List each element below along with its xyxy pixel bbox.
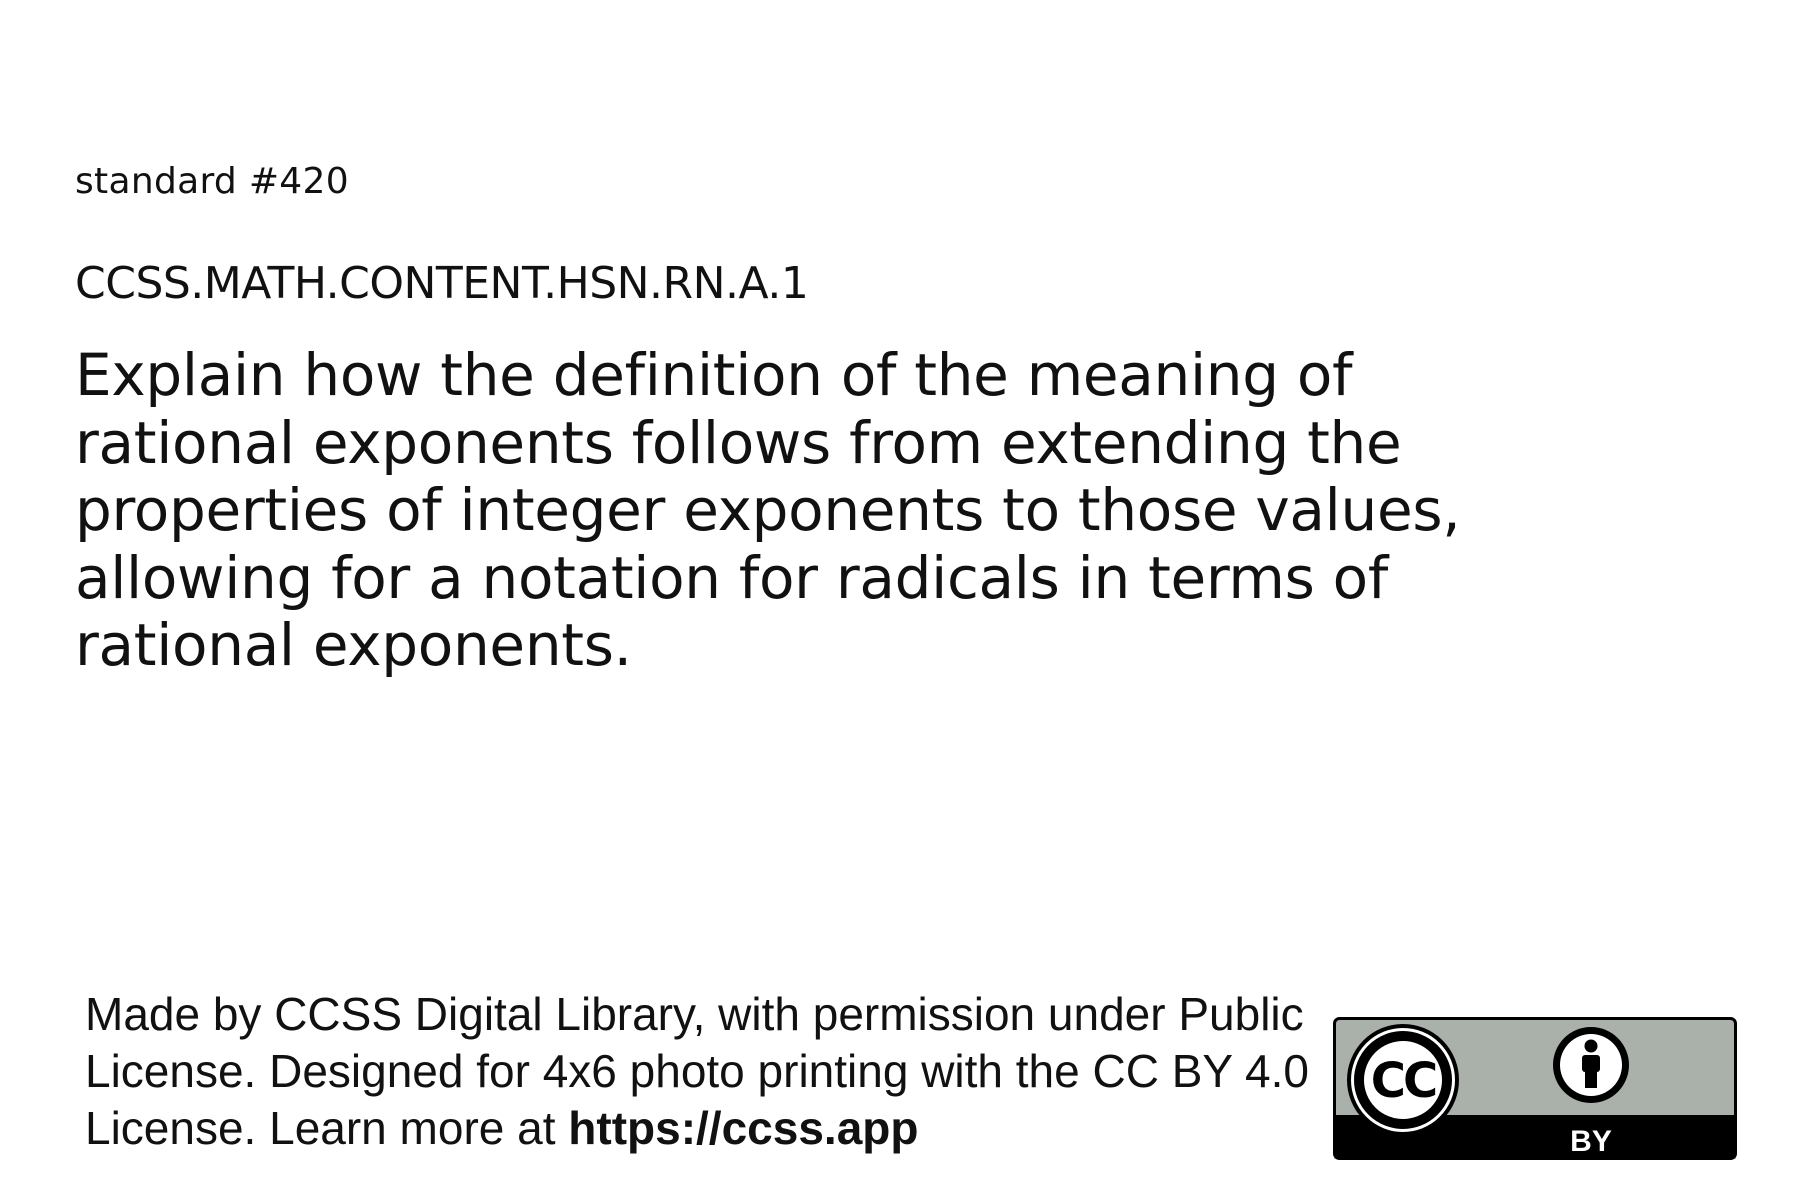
attribution-person-icon [1553,1027,1629,1103]
standard-description: Explain how the definition of the meaning of rational exponents follows from extending the properties of integer exponents to those values, allowing for a notation for radicals in terms of rational exponents. [75,341,1461,679]
footer-attribution [85,986,1345,1157]
standard-code: CCSS.MATH.CONTENT.HSN.RN.A.1 [75,258,809,309]
cc-by-license-badge [1333,1017,1737,1160]
cc-label: CC [1370,1053,1436,1109]
standard-number: standard #420 [75,161,349,202]
cc-icon [1349,1026,1457,1134]
by-label: BY [1570,1125,1612,1158]
ccss-app-link[interactable]: https://ccss.app [568,1102,919,1154]
cc-by-badge-graphic [1333,1017,1737,1160]
footer-attribution-text: Made by CCSS Digital Library, with permission under Public License. Designed for 4x6 photo printing with the CC BY 4.0 License. Learn more at [85,988,1309,1154]
